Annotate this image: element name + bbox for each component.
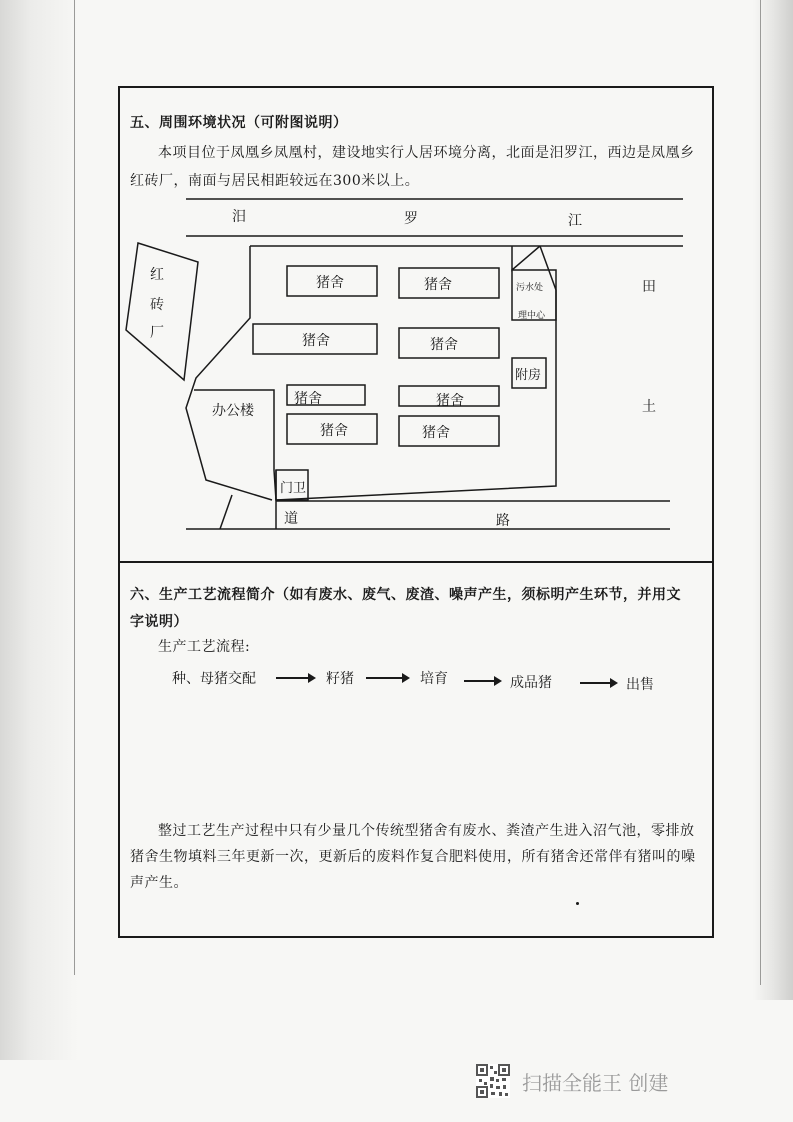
road-label-2: 路 bbox=[496, 513, 510, 529]
pigsty-label-1: 猪舍 bbox=[316, 275, 344, 291]
field-label-2: 土 bbox=[642, 399, 656, 415]
pigsty-label-3: 猪舍 bbox=[302, 333, 330, 349]
sewage-label-line2: 理中心 bbox=[518, 311, 546, 321]
section5-line2: 红砖厂，南面与居民相距较远在300米以上。 bbox=[130, 173, 420, 189]
pigsty-label-7: 猪舍 bbox=[320, 423, 348, 439]
flow-step-4: 成品猪 bbox=[510, 675, 552, 691]
brick-label-3: 厂 bbox=[150, 325, 164, 341]
qr-code-icon bbox=[476, 1064, 510, 1098]
sewage-label-line1: 污水处 bbox=[516, 283, 544, 293]
pigsty-label-5: 猪舍 bbox=[294, 391, 322, 407]
guard-label: 门卫 bbox=[280, 481, 307, 496]
section6-heading-line2: 字说明） bbox=[130, 614, 188, 630]
brick-label-2: 砖 bbox=[150, 297, 164, 313]
scanner-watermark bbox=[476, 1064, 668, 1098]
flow-step-1: 种、母猪交配 bbox=[172, 671, 256, 687]
flow-arrow-4 bbox=[580, 682, 616, 684]
road-label-1: 道 bbox=[284, 511, 298, 527]
section6-desc-line2: 猪舍生物填料三年更新一次，更新后的废料作复合肥料使用，所有猪舍还常伴有猪叫的噪 bbox=[130, 849, 696, 865]
farm-west-boundary bbox=[186, 246, 272, 500]
field-label-1: 田 bbox=[642, 279, 656, 295]
office-label: 办公楼 bbox=[212, 403, 254, 419]
river-label-3: 江 bbox=[568, 213, 582, 229]
annex-label: 附房 bbox=[515, 368, 542, 383]
section6-desc-line3: 声产生。 bbox=[130, 875, 188, 891]
watermark-text: 扫描全能王 创建 bbox=[522, 1070, 669, 1095]
sewage-top bbox=[512, 246, 540, 270]
brick-label-1: 红 bbox=[150, 267, 164, 283]
section6-heading-line1: 六、生产工艺流程简介（如有废水、废气、废渣、噪声产生，须标明产生环节，并用文 bbox=[130, 587, 681, 603]
flow-step-2: 籽猪 bbox=[326, 671, 354, 687]
flow-step-3: 培育 bbox=[420, 671, 448, 687]
section5-heading: 五、周围环境状况（可附图说明） bbox=[130, 115, 348, 131]
section6-desc-line1: 整过工艺生产过程中只有少量几个传统型猪舍有废水、粪渣产生进入沼气池，零排放 bbox=[158, 823, 695, 839]
flow-arrow-1 bbox=[276, 677, 314, 679]
pigsty-label-4: 猪舍 bbox=[430, 337, 458, 353]
flow-arrow-2 bbox=[366, 677, 408, 679]
flow-title: 生产工艺流程: bbox=[158, 639, 251, 655]
road-west-diagonal bbox=[220, 495, 232, 529]
pigsty-label-2: 猪舍 bbox=[424, 277, 452, 293]
section5-line1: 本项目位于凤凰乡凤凰村，建设地实行人居环境分离，北面是汨罗江，西边是凤凰乡 bbox=[158, 145, 695, 161]
pigsty-label-8: 猪舍 bbox=[422, 425, 450, 441]
stray-dot bbox=[576, 902, 579, 905]
river-label-1: 汨 bbox=[232, 209, 246, 225]
river-label-2: 罗 bbox=[404, 211, 418, 227]
flow-arrow-3 bbox=[464, 680, 500, 682]
pigsty-label-6: 猪舍 bbox=[436, 393, 464, 409]
flow-step-5: 出售 bbox=[626, 677, 654, 693]
